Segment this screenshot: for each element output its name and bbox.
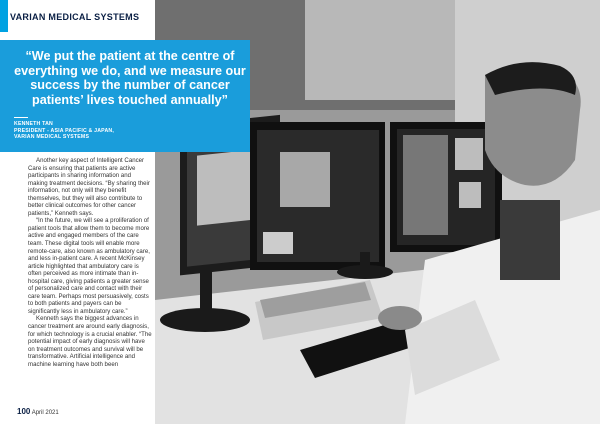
pull-quote-box [0,40,250,152]
header-accent-bar [0,0,8,32]
page-footer [17,407,59,416]
quote-divider [14,117,28,118]
article-body [28,157,152,368]
section-header: VARIAN MEDICAL SYSTEMS [10,12,140,22]
pull-quote-text: “We put the patient at the centre of everything we do, and we measure our success by the number of cancer patients’ lives touched annually” [14,49,246,107]
attribution-name: KENNETH TAN [14,121,53,127]
article-paragraph: Kenneth says the biggest advances in cancer treatment are around early diagnosis, for which technology is a crucial enabler. “The potential impact of early diagnosis will have on treatment outcomes and survival will be transformative. Artificial intelligence and machine learning have both been [28,315,152,368]
quote-attribution [14,121,114,141]
issue-date: April 2021 [31,410,59,416]
attribution-role: PRESIDENT - ASIA PACIFIC & JAPAN, [14,127,114,134]
article-paragraph: “In the future, we will see a proliferation of patient tools that allow them to become more active and engaged members of the care team. These digital tools will enable more remote-care, also known as ambulatory care, and less in-patient care. A recent McKinsey article highlighted that ambulatory care is often perceived as more intimate than in-hospital care, giving patients a greater sense of personalized care and contact with their care team. Perhaps most persuasively, costs to both patients and payers can be significantly less in ambulatory care.” [28,217,150,315]
page-number: 100 [17,407,31,416]
article-paragraph: Another key aspect of Intelligent Cancer Care is ensuring that patients are active participants in sharing information and making treatment decisions. “By sharing their information, not only will they benefit themselves, but they will also contribute to better clinical outcomes for other cancer patients,” Kenneth says. [28,157,150,217]
attribution-company: VARIAN MEDICAL SYSTEMS [14,134,90,141]
